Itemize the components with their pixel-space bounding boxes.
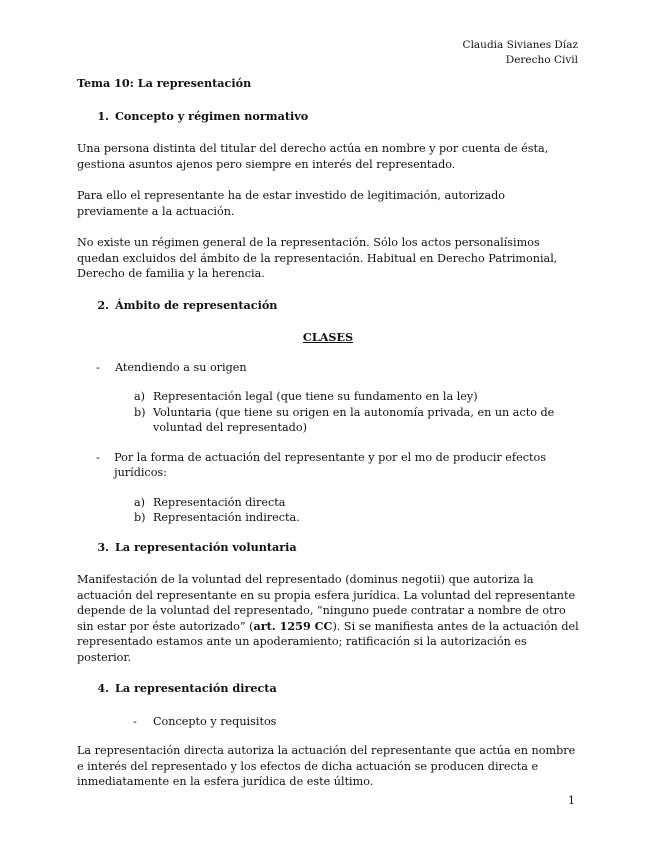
clases-heading: CLASES [302,330,354,344]
section-heading-1 [77,109,579,125]
list-item-text: Concepto y requisitos [153,714,277,728]
list-item-text: Por la forma de actuación del representante y por el mo de producir efectos jurídicos: [114,450,546,479]
sub-list-text: Representación indirecta. [153,511,300,524]
header-author: Claudia Sivianes Díaz [462,39,578,51]
section-title: Ámbito de representación [115,297,278,312]
paragraph: Para ello el representante ha de estar investido de legitimación, autorizado previamente a la actuación. [77,189,506,218]
paragraph [77,572,579,665]
section-heading-3 [77,540,579,556]
section-title: La representación voluntaria [115,539,297,554]
list-item [77,714,579,730]
sub-list [134,495,579,526]
sub-list-marker: b) [134,405,146,419]
paragraph: La representación directa autoriza la actuación del representante que actúa en nombre e interés del representado y los efectos de dicha actuación se producen directa e inmediatamente en la esfera jurídica de este último. [77,744,576,788]
document-body [77,76,579,806]
list-item-text: Atendiendo a su origen [115,360,247,374]
dash-marker: - [96,450,100,464]
paragraph: No existe un régimen general de la representación. Sólo los actos personalísimos quedan excluidos del ámbito de la representación. Habitual en Derecho Patrimonial, Derecho de familia y la herencia. [77,236,558,280]
section-heading-4 [77,681,579,697]
page-header [463,38,578,68]
section-title: La representación directa [115,681,277,695]
sub-list-text: Representación directa [153,495,286,509]
page-number: 1 [568,794,575,807]
sub-list [134,389,579,436]
header-subject: Derecho Civil [505,54,578,66]
sub-list-item [134,510,579,526]
legal-reference: art. 1259 CC [253,618,333,633]
dash-marker: - [133,714,137,728]
document-title: Tema 10: La representación [77,76,252,90]
section-number: 4. [97,681,109,695]
sub-list-marker: b) [134,511,146,524]
list-item [77,450,579,481]
sub-list-item [134,495,579,511]
sub-list-text: Representación legal (que tiene su fundamento en la ley) [153,390,478,403]
sub-list-item [134,405,579,436]
section-title: Concepto y régimen normativo [115,108,309,123]
paragraph-text: Manifestación de la voluntad del representado (dominus negotii) que autoriza la actuación del representante en su propia esfera jurídica. La voluntad del representante depende de la voluntad del representado, “ninguno puede contratar a nombre de otro sin estar por éste autorizado” ( [77,573,576,633]
section-number: 1. [97,108,109,123]
sub-list-item [134,389,579,405]
dash-marker: - [96,360,100,374]
section-number: 3. [97,539,109,554]
section-heading-2 [77,298,579,314]
list-item [77,360,579,376]
paragraph-text: ). Si se manifiesta antes de la actuación del representado estamos ante un apoderamiento; ratificación si la autorización es posterior. [77,619,579,664]
paragraph: Una persona distinta del titular del derecho actúa en nombre y por cuenta de ésta, gestiona asuntos ajenos pero siempre en interés del representado. [77,142,549,171]
section-number: 2. [97,297,109,312]
sub-list-marker: a) [134,495,146,509]
sub-list-marker: a) [134,390,146,403]
sub-list-text: Voluntaria (que tiene su origen en la autonomía privada, en un acto de voluntad del representado) [153,405,555,434]
